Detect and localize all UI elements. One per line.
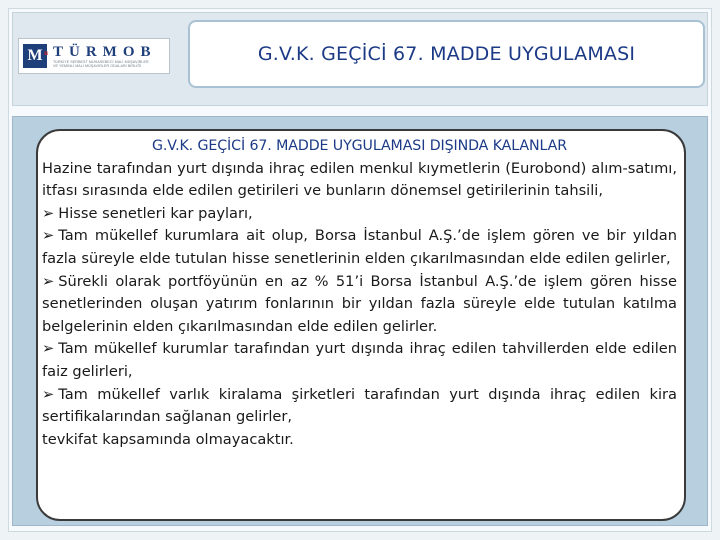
closing-line: tevkifat kapsamında olmayacaktır. [42,430,294,448]
bullet-item-5: ➢ Tam mükellef varlık kiralama şirketleri tarafından yurt dışında ihraç edilen kira sertifikalarından sağlanan gelirler, [42,384,677,429]
content-heading: G.V.K. GEÇİCİ 67. MADDE UYGULAMASI DIŞINDA KALANLAR [151,138,568,154]
bullet-item-3: ➢ Sürekli olarak portföyünün en az % 51’i Borsa İstanbul A.Ş.’de işlem gören hisse senetlerinden oluşan yatırım fonlarının bir yıldan fazla süreyle elde tutulan katılma belgelerinin elden çıkarılmasından elde edilen gelirler. [42,271,677,339]
logo-mark-sup: ıı [44,49,48,57]
logo-subtitle-line2: VE YEMİNLİ MALİ MÜŞAVİRLER ODALARI BİRLİĞİ [53,64,142,68]
bullet-item-4: ➢ Tam mükellef kurumlar tarafından yurt dışında ihraç edilen tahvillerden elde edilen faiz gelirleri, [42,338,677,383]
logo-subtitle-line1: TÜRKİYE SERBEST MUHASEBECİ MALİ MÜŞAVİRLER [53,59,149,64]
bullet-item-1: ➢ Hisse senetleri kar payları, [42,203,677,226]
logo-text [53,44,157,69]
content-text [42,135,677,451]
slide-title: G.V.K. GEÇİCİ 67. MADDE UYGULAMASI [257,43,636,65]
logo-mark [23,44,47,68]
intro-paragraph: Hazine tarafından yurt dışında ihraç edilen menkul kıymetlerin (Eurobond) alım-satımı, itfası sırasında elde edilen getirileri ve bunların dönemsel getirilerinin tahsili, [42,159,677,200]
logo-mark-letter: M [27,47,43,64]
title-box [188,20,705,88]
bullet-item-2: ➢ Tam mükellef kurumlara ait olup, Borsa İstanbul A.Ş.’de işlem gören ve bir yıldan fazla süreyle elde tutulan hisse senetlerinin elden çıkarılmasından elde edilen gelirler, [42,225,677,270]
logo-name: TÜRMOB [53,43,157,60]
turmob-logo [18,38,170,74]
